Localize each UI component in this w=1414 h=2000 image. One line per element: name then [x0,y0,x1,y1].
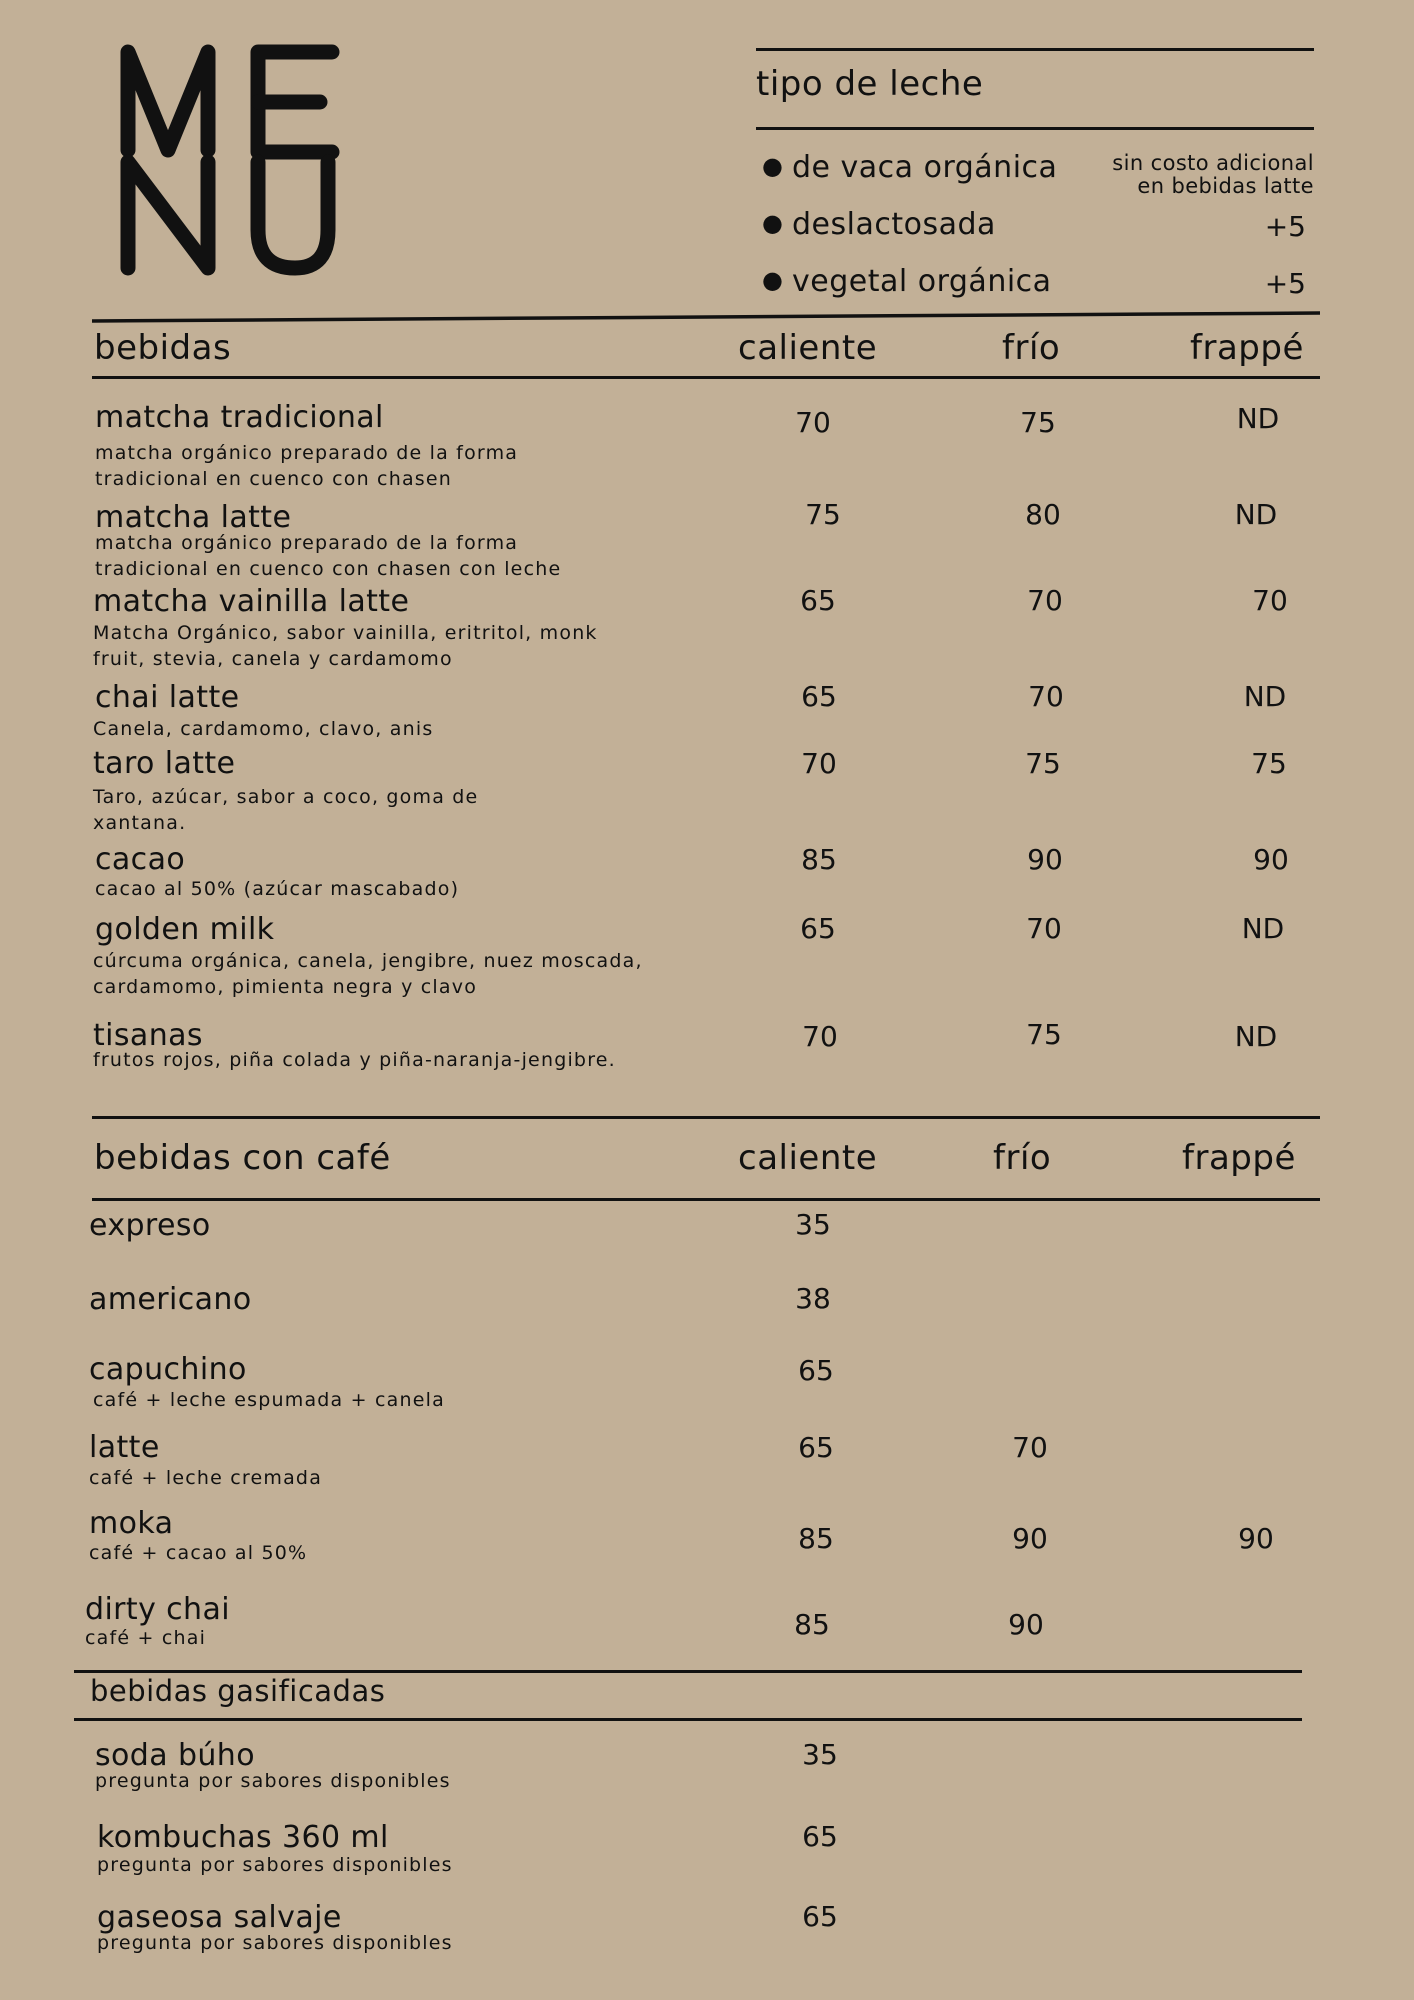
price-hot: 65 [800,584,836,617]
drink-description: Taro, azúcar, sabor a coco, goma de xantana. [93,786,479,834]
price-hot: 35 [795,1208,831,1241]
cafe-top-rule [92,1116,1320,1119]
soda-description: pregunta por sabores disponibles [97,1854,453,1876]
bullet-icon: ● [762,266,784,294]
price-cold: 75 [1020,406,1056,439]
drink-description: cacao al 50% (azúcar mascabado) [95,878,460,900]
coffee-name: moka [89,1506,174,1541]
price-frappe: 90 [1253,843,1289,876]
coffee-name: dirty chai [85,1592,230,1627]
price-cold: 70 [1012,1431,1048,1464]
milk-item [762,207,996,242]
coffee-description: café + chai [85,1627,207,1649]
price-hot: 85 [794,1608,830,1641]
drink-description: matcha orgánico preparado de la forma tradicional en cuenco con chasen con leche [95,532,562,580]
milk-note [1112,152,1314,198]
drink-description: frutos rojos, piña colada y piña-naranja-jengibre. [93,1049,616,1071]
milk-item-label: deslactosada [792,207,996,242]
price-frappe: ND [1234,498,1278,531]
price-hot: 85 [798,1522,834,1555]
drink-name: matcha latte [95,500,292,535]
price-cold: 90 [1008,1608,1044,1641]
drink-name: tisanas [93,1018,203,1053]
milk-title-rule [756,127,1314,130]
drink-description: cúrcuma orgánica, canela, jengibre, nuez moscada, cardamomo, pimienta negra y clavo [93,950,643,998]
soda-name: soda búho [95,1738,255,1773]
drink-description: Matcha Orgánico, sabor vainilla, eritritol, monk fruit, stevia, canela y cardamomo [93,622,598,670]
coffee-name: capuchino [89,1352,247,1387]
column-header-hot: caliente [738,328,878,368]
bebidas-top-rule [90,310,1322,324]
drink-description: Canela, cardamomo, clavo, anis [93,718,434,740]
price-hot: 65 [802,1900,838,1933]
price-frappe: ND [1234,1020,1278,1053]
price-frappe: 90 [1238,1522,1274,1555]
column-header-frappe: frappé [1190,328,1304,368]
price-hot: 70 [802,1020,838,1053]
gasificadas-header-rule [74,1718,1302,1721]
price-hot: 65 [798,1354,834,1387]
coffee-description: café + leche espumada + canela [93,1389,445,1411]
gasificadas-top-rule [74,1670,1302,1673]
price-cold: 90 [1012,1522,1048,1555]
milk-note-line: en bebidas latte [1137,174,1314,198]
price-hot: 65 [802,1820,838,1853]
price-hot: 65 [800,912,836,945]
soda-description: pregunta por sabores disponibles [95,1770,451,1792]
bullet-icon: ● [762,209,784,237]
price-hot: 65 [798,1431,834,1464]
price-cold: 90 [1027,843,1063,876]
price-cold: 80 [1025,498,1061,531]
milk-note-line: sin costo adicional [1112,151,1314,175]
section-title-gasificadas: bebidas gasificadas [90,1674,386,1708]
drink-name: chai latte [95,680,240,715]
price-frappe: ND [1241,912,1285,945]
bebidas-header-rule [92,376,1320,379]
drink-name: matcha vainilla latte [93,584,410,619]
column-header-cold: frío [993,1138,1052,1178]
price-frappe: ND [1236,402,1280,435]
price-hot: 70 [795,406,831,439]
menu-logo [110,40,350,280]
milk-top-rule [756,48,1314,51]
coffee-description: café + leche cremada [89,1467,323,1489]
price-hot: 75 [805,498,841,531]
price-cold: 70 [1026,912,1062,945]
soda-name: gaseosa salvaje [97,1900,342,1935]
section-title-cafe: bebidas con café [94,1138,391,1178]
menu-logo-graphic [110,40,350,280]
column-header-cold: frío [1002,328,1061,368]
column-header-frappe: frappé [1182,1138,1296,1178]
section-title-bebidas: bebidas [94,328,232,368]
milk-title: tipo de leche [756,64,984,104]
price-cold: 75 [1025,747,1061,780]
drink-name: taro latte [93,746,236,781]
milk-item [762,150,1057,185]
price-cold: 70 [1027,584,1063,617]
price-hot: 65 [801,680,837,713]
milk-item-label: de vaca orgánica [792,150,1058,185]
drink-name: cacao [95,842,186,877]
drink-name: golden milk [95,912,275,947]
price-frappe: 75 [1251,747,1287,780]
coffee-description: café + cacao al 50% [89,1542,308,1564]
drink-name: matcha tradicional [95,400,384,435]
price-hot: 85 [801,843,837,876]
milk-item-price: +5 [1264,267,1306,300]
coffee-name: americano [89,1282,252,1317]
price-hot: 35 [802,1738,838,1771]
milk-item-price: +5 [1264,210,1306,243]
cafe-header-rule [92,1198,1320,1201]
column-header-hot: caliente [738,1138,878,1178]
price-hot: 70 [801,747,837,780]
soda-description: pregunta por sabores disponibles [97,1932,453,1954]
milk-item [762,264,1052,299]
soda-name: kombuchas 360 ml [97,1820,389,1855]
price-hot: 38 [795,1282,831,1315]
bullet-icon: ● [762,152,784,180]
price-cold: 75 [1026,1018,1062,1051]
price-frappe: 70 [1252,584,1288,617]
price-frappe: ND [1243,680,1287,713]
drink-description: matcha orgánico preparado de la forma tradicional en cuenco con chasen [95,442,519,490]
milk-item-label: vegetal orgánica [792,264,1052,299]
price-cold: 70 [1028,680,1064,713]
coffee-name: latte [89,1430,160,1465]
coffee-name: expreso [89,1208,211,1243]
